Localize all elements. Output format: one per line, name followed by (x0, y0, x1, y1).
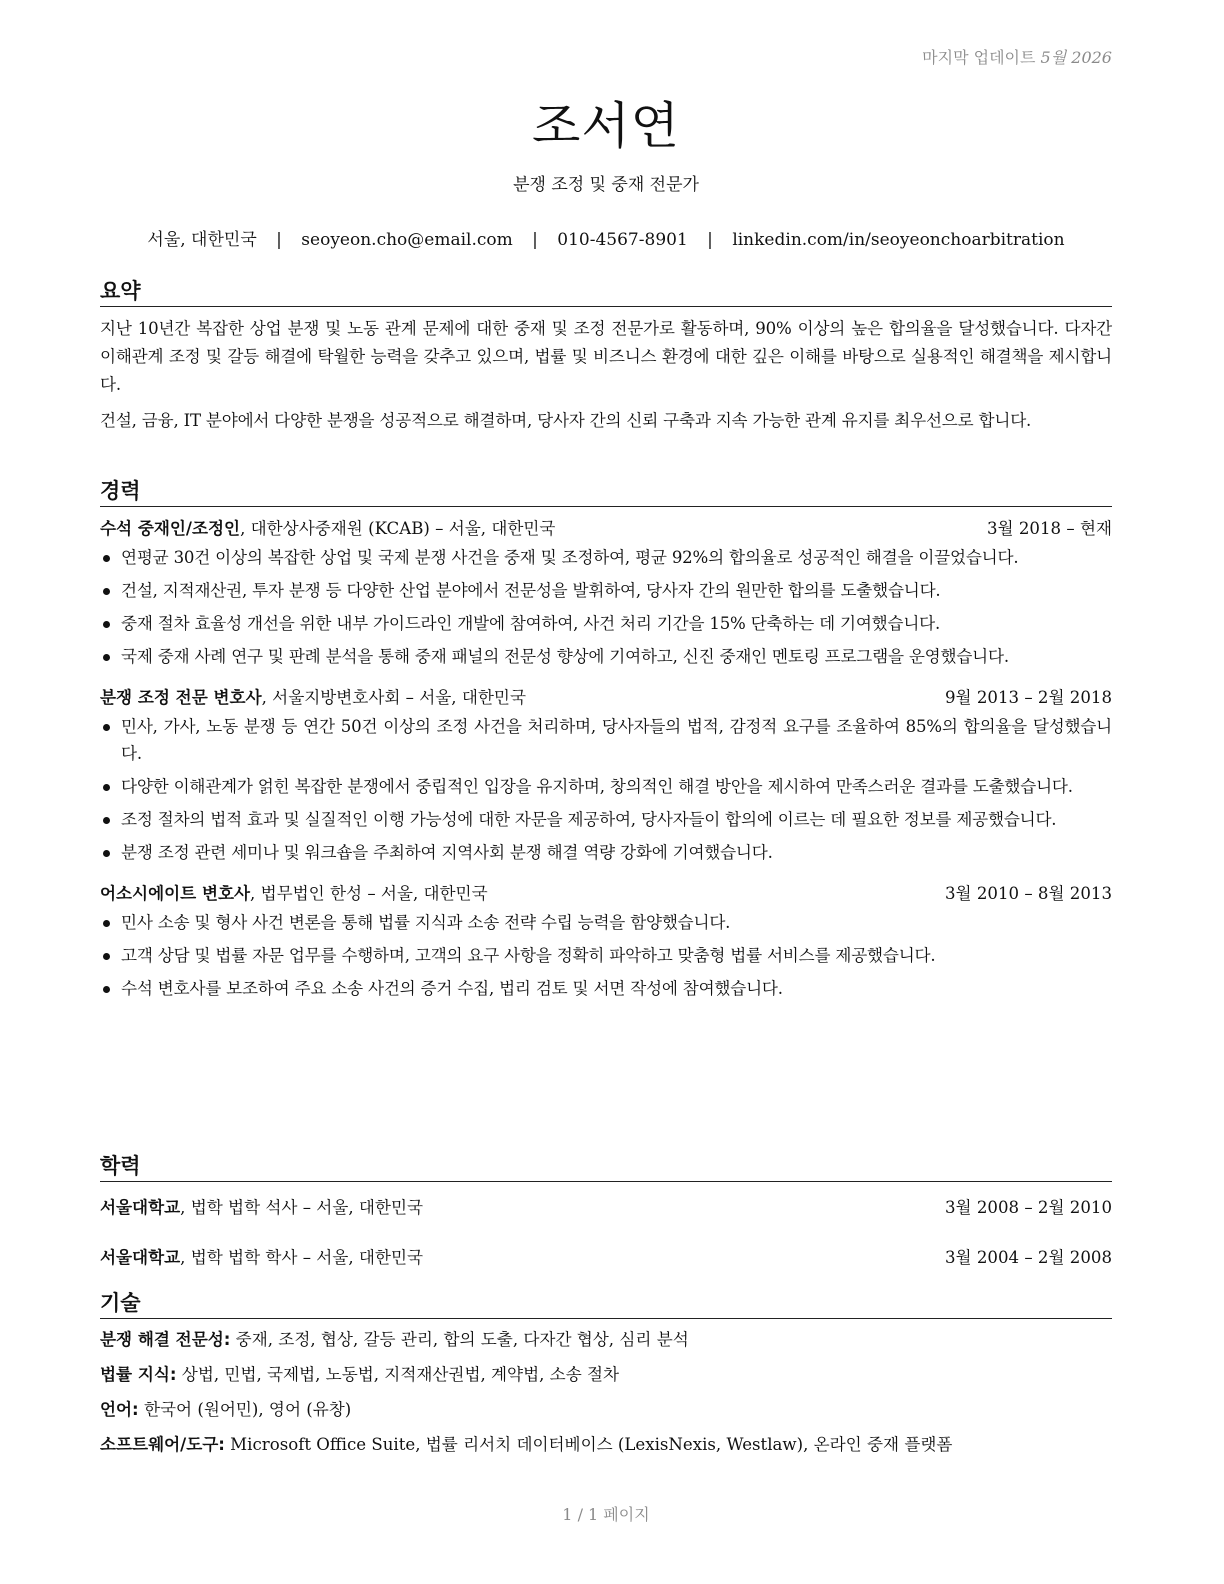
contact-email[interactable]: seoyeon.cho@email.com (301, 230, 513, 250)
list-item: 다양한 이해관계가 얽힌 복잡한 분쟁에서 중립적인 입장을 유지하며, 창의적인 해결 방안을 제시하여 만족스러운 결과를 도출했습니다. (100, 773, 1112, 800)
skill-value: 한국어 (원어민), 영어 (유창) (138, 1400, 352, 1419)
section-title-experience: 경력 (100, 477, 1112, 507)
job-title: 어소시에이트 변호사 (100, 884, 251, 903)
skill-line (100, 1392, 1112, 1427)
job-header (100, 880, 1112, 908)
skill-label: 언어: (100, 1400, 139, 1419)
contact-separator: | (707, 230, 713, 250)
candidate-name: 조서연 (532, 97, 680, 155)
job-dates: 3월 2018 – 현재 (987, 519, 1112, 538)
degree-detail: , 법학 법학 학사 – 서울, 대한민국 (180, 1248, 424, 1267)
summary-section (100, 277, 1112, 435)
school-name: 서울대학교 (100, 1198, 181, 1217)
list-item: 고객 상담 및 법률 자문 업무를 수행하며, 고객의 요구 사항을 정확히 파악하고 맞춤형 법률 서비스를 제공했습니다. (100, 942, 1112, 969)
job-dates: 9월 2013 – 2월 2018 (944, 688, 1112, 707)
list-item: 분쟁 조정 관련 세미나 및 워크숍을 주최하여 지역사회 분쟁 해결 역량 강화에 기여했습니다. (100, 839, 1112, 866)
contact-line (100, 225, 1112, 250)
skill-label: 분쟁 해결 전문성: (100, 1330, 231, 1349)
job-title: 분쟁 조정 전문 변호사 (100, 688, 262, 707)
job-bullets (100, 909, 1112, 1002)
contact-linkedin[interactable]: linkedin.com/in/seoyeonchoarbitration (732, 230, 1065, 250)
job-entry (100, 515, 1112, 670)
skill-label: 소프트웨어/도구: (100, 1435, 225, 1454)
experience-section (100, 477, 1112, 1008)
job-organization: , 법무법인 한성 – 서울, 대한민국 (250, 884, 488, 903)
skill-value: 중재, 조정, 협상, 갈등 관리, 합의 도출, 다자간 협상, 심리 분석 (230, 1330, 689, 1349)
school-name: 서울대학교 (100, 1248, 181, 1267)
job-organization: , 대한상사중재원 (KCAB) – 서울, 대한민국 (240, 519, 556, 538)
list-item: 국제 중재 사례 연구 및 판례 분석을 통해 중재 패널의 전문성 향상에 기여하고, 신진 중재인 멘토링 프로그램을 운영했습니다. (100, 643, 1112, 670)
skill-line (100, 1427, 1112, 1462)
last-updated-prefix: 마지막 업데이트 (922, 48, 1036, 67)
list-item: 연평균 30건 이상의 복잡한 상업 및 국제 분쟁 사건을 중재 및 조정하여, 평균 92%의 합의율로 성공적인 해결을 이끌었습니다. (100, 544, 1112, 571)
section-title-summary: 요약 (100, 277, 1112, 307)
contact-phone: 010-4567-8901 (557, 230, 688, 250)
contact-separator: | (276, 230, 282, 250)
job-title: 수석 중재인/조정인 (100, 519, 241, 538)
job-organization: , 서울지방변호사회 – 서울, 대한민국 (261, 688, 526, 707)
summary-paragraph: 지난 10년간 복잡한 상업 분쟁 및 노동 관계 문제에 대한 중재 및 조정 전문가로 활동하며, 90% 이상의 높은 합의율을 달성했습니다. 다자간 이해관계 조정 및 갈등 해결에 탁월한 능력을 갖추고 있으며, 법률 및 비즈니스 환경에 대한 깊은 이해를 바탕으로 실용적인 해결책을 제시합니다. (100, 319, 1112, 394)
skill-value: 상법, 민법, 국제법, 노동법, 지적재산권법, 계약법, 소송 절차 (176, 1365, 620, 1384)
page-number: 1 / 1 페이지 (562, 1505, 650, 1524)
resume-page (100, 0, 1112, 1584)
headline: 분쟁 조정 및 중재 전문가 (513, 175, 699, 195)
skill-label: 법률 지식: (100, 1365, 177, 1384)
section-title-skills: 기술 (100, 1289, 1112, 1319)
section-title-education: 학력 (100, 1152, 1112, 1182)
education-entry (100, 1244, 1112, 1272)
list-item: 수석 변호사를 보조하여 주요 소송 사건의 증거 수집, 법리 검토 및 서면 작성에 참여했습니다. (100, 975, 1112, 1002)
education-dates: 3월 2008 – 2월 2010 (944, 1198, 1112, 1217)
list-item: 조정 절차의 법적 효과 및 실질적인 이행 가능성에 대한 자문을 제공하여, 당사자들이 합의에 이르는 데 필요한 정보를 제공했습니다. (100, 806, 1112, 833)
skills-section (100, 1289, 1112, 1462)
contact-separator: | (532, 230, 538, 250)
job-bullets (100, 544, 1112, 670)
job-header (100, 684, 1112, 712)
summary-paragraph: 건설, 금융, IT 분야에서 다양한 분쟁을 성공적으로 해결하며, 당사자 간의 신뢰 구축과 지속 가능한 관계 유지를 최우선으로 합니다. (100, 411, 1032, 430)
education-section (100, 1152, 1112, 1272)
job-header (100, 515, 1112, 543)
job-entry (100, 880, 1112, 1002)
last-updated-date: 5월 2026 (1040, 48, 1112, 67)
degree-detail: , 법학 법학 석사 – 서울, 대한민국 (180, 1198, 424, 1217)
education-entry (100, 1194, 1112, 1222)
contact-location: 서울, 대한민국 (147, 230, 257, 250)
skill-line (100, 1322, 1112, 1357)
list-item: 민사 소송 및 형사 사건 변론을 통해 법률 지식과 소송 전략 수립 능력을 함양했습니다. (100, 909, 1112, 936)
job-dates: 3월 2010 – 8월 2013 (944, 884, 1112, 903)
education-dates: 3월 2004 – 2월 2008 (944, 1248, 1112, 1267)
list-item: 중재 절차 효율성 개선을 위한 내부 가이드라인 개발에 참여하여, 사건 처리 기간을 15% 단축하는 데 기여했습니다. (100, 610, 1112, 637)
skill-value: Microsoft Office Suite, 법률 리서치 데이터베이스 (LexisNexis, Westlaw), 온라인 중재 플랫폼 (224, 1435, 953, 1454)
list-item: 건설, 지적재산권, 투자 분쟁 등 다양한 산업 분야에서 전문성을 발휘하여, 당사자 간의 원만한 합의를 도출했습니다. (100, 577, 1112, 604)
list-item: 민사, 가사, 노동 분쟁 등 연간 50건 이상의 조정 사건을 처리하며, 당사자들의 법적, 감정적 요구를 조율하여 85%의 합의율을 달성했습니다. (100, 713, 1112, 767)
last-updated (922, 45, 1112, 68)
job-bullets (100, 713, 1112, 866)
skill-line (100, 1357, 1112, 1392)
job-entry (100, 684, 1112, 866)
